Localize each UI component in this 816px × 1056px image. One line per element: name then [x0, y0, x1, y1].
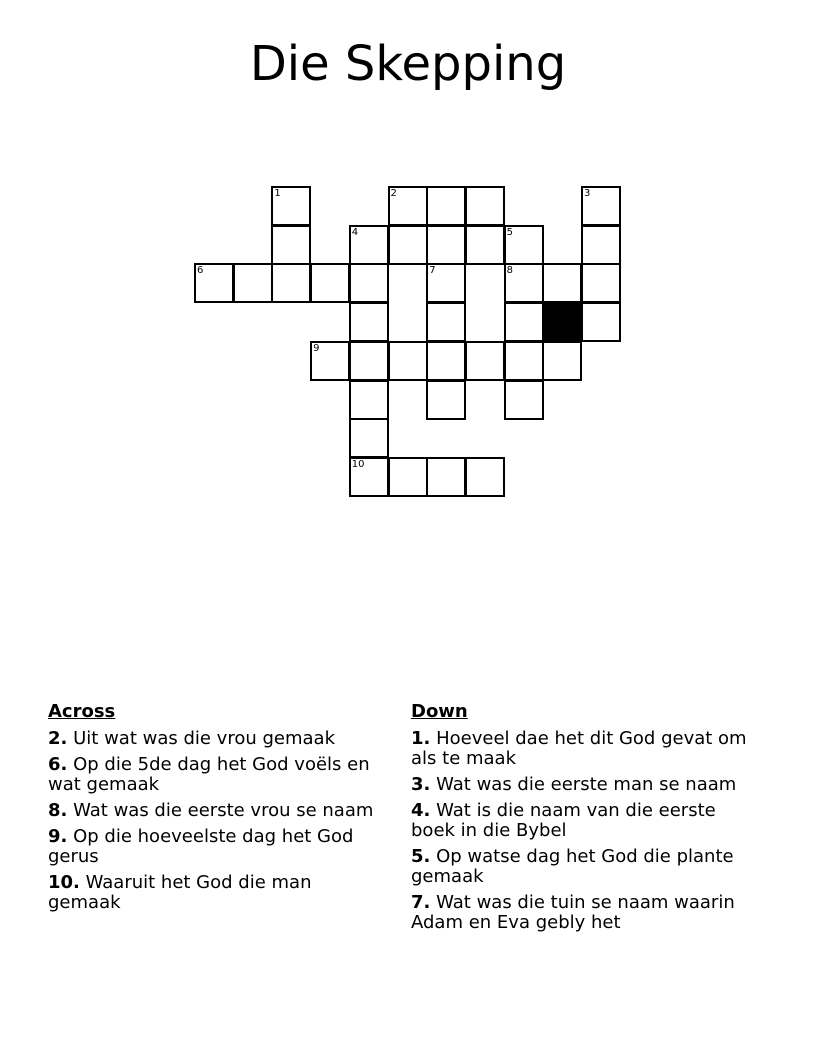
- clue-text: Wat is die naam van die eerste boek in die Bybel: [411, 800, 716, 841]
- across-clue-6: [48, 755, 388, 795]
- grid-cell[interactable]: [581, 302, 621, 342]
- across-clue-9: [48, 827, 388, 867]
- grid-cell[interactable]: [310, 341, 350, 381]
- down-clues: [411, 702, 751, 939]
- grid-cell[interactable]: [426, 380, 466, 420]
- grid-cell[interactable]: [465, 341, 505, 381]
- grid-cell[interactable]: [504, 380, 544, 420]
- grid-cell[interactable]: [271, 263, 311, 303]
- down-clue-5: [411, 847, 751, 887]
- across-clue-8: [48, 801, 388, 821]
- clue-text: Op watse dag het God die plante gemaak: [411, 846, 734, 887]
- clue-text: Wat was die eerste man se naam: [436, 774, 737, 795]
- grid-cell[interactable]: [465, 186, 505, 226]
- grid-cell[interactable]: [388, 225, 428, 265]
- grid-cell[interactable]: [349, 263, 389, 303]
- clue-number: 4.: [411, 800, 431, 821]
- cell-number: 2: [390, 188, 397, 199]
- down-heading: Down: [411, 701, 468, 722]
- clue-number: 1.: [411, 728, 431, 749]
- grid-cell[interactable]: [504, 341, 544, 381]
- clue-number: 8.: [48, 800, 68, 821]
- cell-number: 6: [197, 265, 204, 277]
- clue-number: 10.: [48, 872, 80, 893]
- clue-text: Waaruit het God die man gemaak: [48, 872, 312, 913]
- grid-cell[interactable]: [465, 225, 505, 265]
- grid-cell[interactable]: [426, 263, 466, 303]
- clue-text: Uit wat was die vrou gemaak: [73, 728, 335, 749]
- down-clue-1: [411, 729, 751, 769]
- clue-number: 5.: [411, 846, 431, 867]
- grid-cell[interactable]: [271, 225, 311, 265]
- clue-number: 2.: [48, 728, 68, 749]
- clue-text: Wat was die tuin se naam waarin Adam en Eva gebly het: [411, 892, 735, 933]
- grid-cell[interactable]: [504, 263, 544, 303]
- grid-cell[interactable]: [426, 302, 466, 342]
- grid-cell[interactable]: [271, 186, 311, 226]
- grid-cell[interactable]: [542, 263, 582, 303]
- cell-number: 3: [584, 188, 591, 199]
- grid-cell[interactable]: [349, 380, 389, 420]
- grid-cell[interactable]: [349, 341, 389, 381]
- grid-cell[interactable]: [349, 302, 389, 342]
- grid-cell[interactable]: [194, 263, 234, 303]
- grid-cell[interactable]: [388, 457, 428, 497]
- grid-cell[interactable]: [581, 186, 621, 226]
- down-clue-3: [411, 775, 751, 795]
- across-heading: Across: [48, 701, 116, 722]
- grid-cell[interactable]: [388, 341, 428, 381]
- down-clue-4: [411, 801, 751, 841]
- clue-text: Op die 5de dag het God voëls en wat gemaak: [48, 754, 370, 795]
- grid-cell[interactable]: [388, 186, 428, 226]
- grid-cell[interactable]: [581, 225, 621, 265]
- grid-cell[interactable]: [310, 263, 350, 303]
- grid-cell[interactable]: [581, 263, 621, 303]
- down-clue-7: [411, 893, 751, 933]
- black-cell: [542, 302, 582, 342]
- crossword-grid: [0, 0, 816, 520]
- across-clue-2: [48, 729, 388, 749]
- grid-cell[interactable]: [426, 457, 466, 497]
- grid-cell[interactable]: [542, 341, 582, 381]
- clue-number: 6.: [48, 754, 68, 775]
- grid-cell[interactable]: [465, 457, 505, 497]
- cell-number: 4: [351, 226, 359, 238]
- grid-cell[interactable]: [349, 225, 389, 265]
- clue-text: Wat was die eerste vrou se naam: [73, 800, 374, 821]
- across-clue-10: [48, 873, 388, 913]
- grid-cell[interactable]: [426, 186, 466, 226]
- cell-number: 8: [506, 265, 513, 277]
- clue-text: Op die hoeveelste dag het God gerus: [48, 826, 354, 867]
- cell-number: 9: [313, 342, 320, 354]
- grid-cell[interactable]: [504, 225, 544, 265]
- grid-cell[interactable]: [426, 341, 466, 381]
- grid-cell[interactable]: [233, 263, 273, 303]
- page-title: Die Skepping: [249, 36, 567, 92]
- clue-number: 9.: [48, 826, 68, 847]
- grid-cell[interactable]: [349, 418, 389, 458]
- cell-number: 5: [506, 226, 513, 238]
- cell-number: 1: [274, 188, 281, 199]
- grid-cell[interactable]: [504, 302, 544, 342]
- cell-number: 7: [429, 265, 436, 277]
- clue-number: 7.: [411, 892, 431, 913]
- cell-number: 10: [351, 458, 365, 470]
- clue-text: Hoeveel dae het dit God gevat om als te maak: [411, 728, 747, 769]
- clue-number: 3.: [411, 774, 431, 795]
- grid-cell[interactable]: [349, 457, 389, 497]
- grid-cell[interactable]: [426, 225, 466, 265]
- across-clues: [48, 702, 388, 919]
